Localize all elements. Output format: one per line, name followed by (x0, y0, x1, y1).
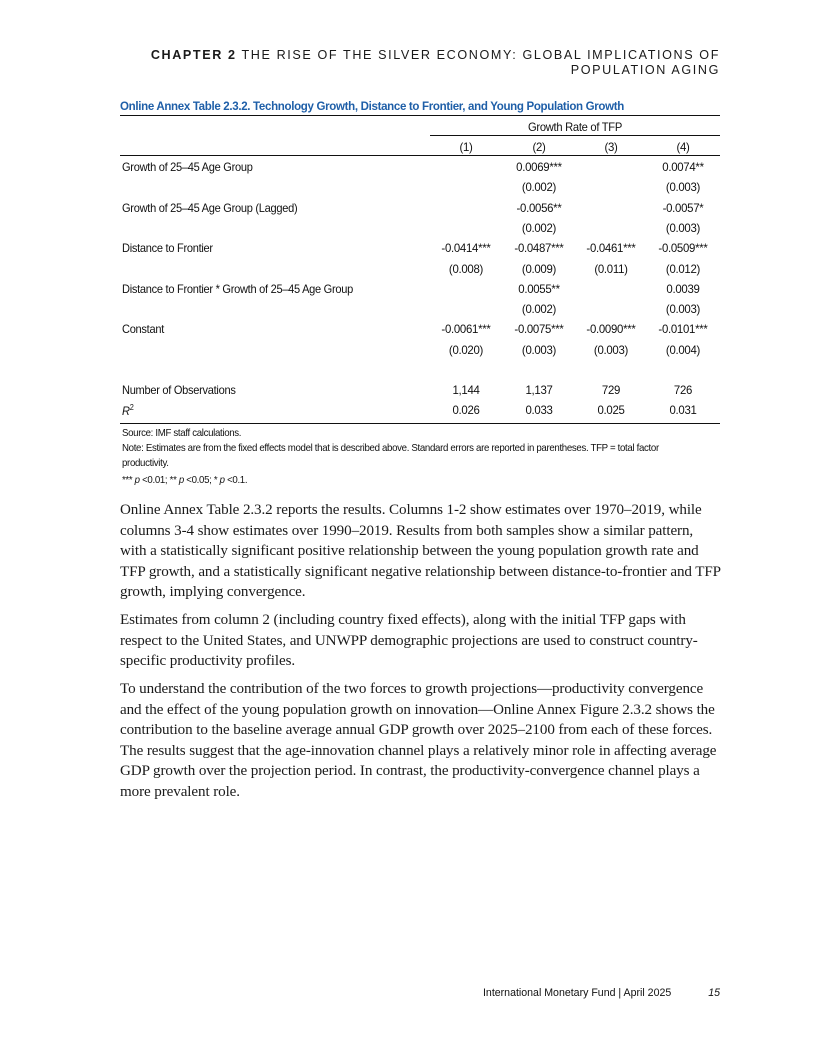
cell: (0.003) (665, 180, 701, 194)
table-row (120, 241, 720, 259)
cell: (0.008) (448, 262, 484, 276)
sig-stars: *** (122, 475, 133, 486)
r-symbol: R (122, 404, 130, 418)
page-number: 15 (708, 987, 720, 999)
sig-p: p (178, 475, 184, 486)
cell: (0.003) (521, 343, 557, 357)
cell: 0.0039 (666, 282, 700, 296)
cell: 726 (673, 383, 693, 397)
cell: 0.031 (669, 403, 697, 417)
table-row (120, 282, 720, 300)
sig-stars: * (213, 475, 218, 486)
cell: 0.0069*** (516, 160, 562, 174)
cell: 0.0055** (518, 282, 560, 296)
cell: 0.026 (452, 403, 480, 417)
observations-row (120, 383, 720, 401)
cell: -0.0101*** (658, 322, 708, 336)
column-group-rule (430, 135, 720, 136)
title-rule (120, 115, 720, 116)
column-group-header: Growth Rate of TFP (527, 120, 623, 134)
cell: (0.009) (521, 262, 557, 276)
table-note: Note: Estimates are from the fixed effects model that is described above. Standard errors are reported in parentheses. TFP = total factor productivity. (122, 443, 659, 469)
table-row (120, 160, 720, 178)
cell: 0.033 (525, 403, 553, 417)
header-rule (120, 155, 720, 156)
column-header: (1) (459, 140, 473, 154)
running-head (100, 48, 720, 78)
table-row (120, 221, 720, 239)
column-header: (2) (532, 140, 546, 154)
sig-p: p (134, 475, 140, 486)
page-footer (483, 987, 720, 999)
footer-publisher: International Monetary Fund | April 2025 (482, 987, 672, 999)
table-row (120, 262, 720, 280)
row-label: Distance to Frontier (122, 241, 213, 255)
cell: (0.003) (665, 302, 701, 316)
table-row (120, 343, 720, 361)
cell: (0.002) (521, 302, 557, 316)
cell: (0.002) (521, 180, 557, 194)
table-row (120, 180, 720, 198)
cell: -0.0075*** (514, 322, 564, 336)
cell: (0.002) (521, 221, 557, 235)
table-row (120, 201, 720, 219)
significance-legend (122, 473, 717, 488)
cell: (0.003) (665, 221, 701, 235)
paragraph: To understand the contribution of the two forces to growth projections—productivity convergence and the effect of the young population growth on innovation—Online Annex Figure 2.3.2 shows the contribution to the baseline average annual GDP growth over 2025–2100 from each of these forces. The results suggest that the age-innovation channel plays a relatively minor role in affecting average GDP growth over the projection period. In contrast, the productivity-convergence channel plays a more prevalent role. (120, 681, 717, 800)
cell: (0.004) (665, 343, 701, 357)
cell: 729 (601, 383, 621, 397)
sig-p: p (219, 475, 225, 486)
row-label: Distance to Frontier * Growth of 25–45 Age Group (122, 282, 353, 296)
r-squared-row (120, 403, 720, 421)
cell: (0.012) (665, 262, 701, 276)
row-label: Constant (122, 322, 164, 336)
column-header: (3) (604, 140, 618, 154)
sig-threshold: <0.05; (183, 475, 214, 486)
cell: 1,144 (452, 383, 480, 397)
cell: 0.025 (597, 403, 625, 417)
table-row (120, 322, 720, 340)
cell: -0.0056** (516, 201, 562, 215)
sig-threshold: <0.01; (139, 475, 170, 486)
row-label: Number of Observations (122, 383, 236, 397)
cell: 0.0074** (662, 160, 704, 174)
cell: -0.0414*** (441, 241, 491, 255)
row-label (122, 403, 134, 418)
cell: -0.0487*** (514, 241, 564, 255)
row-label: Growth of 25–45 Age Group (122, 160, 253, 174)
table-source: Source: IMF staff calculations. (122, 428, 242, 439)
cell: (0.003) (593, 343, 629, 357)
paragraph: Estimates from column 2 (including country fixed effects), along with the initial TFP gaps with respect to the United States, and UNWPP demographic projections are used to construct country-specific productivity profiles. (120, 612, 698, 669)
row-label: Growth of 25–45 Age Group (Lagged) (122, 201, 298, 215)
cell: -0.0509*** (658, 241, 708, 255)
column-header: (4) (676, 140, 690, 154)
body-text (120, 500, 722, 810)
cell: (0.011) (594, 262, 628, 276)
cell: 1,137 (525, 383, 553, 397)
cell: (0.020) (448, 343, 484, 357)
sig-stars: ** (169, 475, 177, 486)
cell: -0.0090*** (586, 322, 636, 336)
r-exponent: 2 (129, 403, 134, 412)
cell: -0.0061*** (441, 322, 491, 336)
table-bottom-rule (120, 423, 720, 424)
cell: -0.0057* (662, 201, 704, 215)
chapter-title-line2: POPULATION AGING (570, 63, 720, 77)
chapter-label: CHAPTER 2 (150, 48, 237, 62)
sig-threshold: <0.1. (224, 475, 248, 486)
paragraph: Online Annex Table 2.3.2 reports the results. Columns 1-2 show estimates over 1970–2019, while columns 3-4 show estimates over 1990–2019. Results from both samples show a similar pattern, with a statistically significant positive relationship between the young population growth rate and TFP growth, and a statistically significant negative relationship between distance-to-frontier and TFP growth, implying convergence. (120, 502, 721, 600)
cell: -0.0461*** (586, 241, 636, 255)
table-row (120, 302, 720, 320)
table-title: Online Annex Table 2.3.2. Technology Growth, Distance to Frontier, and Young Population Growth (120, 99, 625, 113)
table-notes (122, 426, 722, 488)
chapter-title-line1: THE RISE OF THE SILVER ECONOMY: GLOBAL IMPLICATIONS OF (241, 48, 720, 62)
